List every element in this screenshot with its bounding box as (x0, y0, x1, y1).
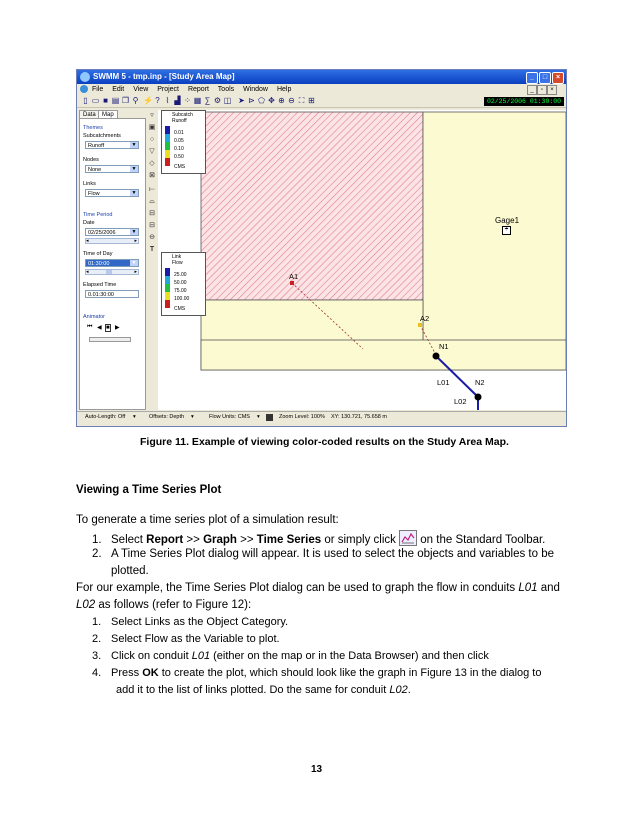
subcatchments-label: Subcatchments (83, 133, 121, 139)
animation-speed-slider[interactable] (89, 337, 131, 342)
orifice-tool-icon[interactable]: ⊟ (149, 210, 155, 217)
legend-value: 0.50 (174, 154, 184, 160)
subcatchment-tool-icon[interactable]: ▣ (148, 124, 156, 131)
menu-project[interactable]: Project (157, 86, 179, 93)
menu-edit[interactable]: Edit (112, 86, 125, 93)
text-tool-icon[interactable]: T (149, 246, 155, 253)
pan-icon[interactable]: ✥ (268, 96, 275, 105)
save-icon[interactable]: ■ (103, 96, 108, 105)
legend-swatch-4 (165, 292, 170, 300)
bold-term: Graph (203, 534, 237, 546)
legend-title-1: Link (172, 254, 182, 260)
conduit-name: L02 (389, 684, 408, 696)
step-text: Select (111, 534, 147, 546)
step-text: Select Flow as the Variable to plot. (111, 633, 280, 645)
date-select[interactable] (85, 228, 139, 236)
close-button[interactable]: × (552, 72, 564, 84)
example-paragraph (76, 581, 560, 595)
time-of-day-scrollbar[interactable] (85, 269, 139, 275)
section-heading: Viewing a Time Series Plot (76, 484, 222, 496)
chevron-down-icon: ▼ (131, 190, 137, 196)
map-canvas (158, 110, 566, 410)
centroid-a2[interactable] (418, 323, 422, 327)
run-icon[interactable]: ⚡ (143, 96, 153, 105)
zoom-out-icon[interactable]: ⊖ (288, 96, 295, 105)
a1-label: A1 (289, 272, 299, 281)
legend-value: 0.05 (174, 138, 184, 144)
time-period-heading: Time Period (83, 212, 113, 218)
window-title: SWMM 5 - tmp.inp - [Study Area Map] (93, 72, 235, 81)
subcatchments-select[interactable] (85, 141, 139, 149)
standard-toolbar (77, 95, 566, 108)
conduit-tool-icon[interactable]: ⟝ (149, 186, 155, 193)
divider-tool-icon[interactable]: ◇ (149, 160, 155, 167)
bold-term: OK (142, 667, 159, 679)
legend-swatch-3 (165, 142, 170, 150)
legend-unit: CMS (174, 164, 186, 170)
substep-1 (92, 615, 288, 629)
conduit-name: L01 (518, 582, 538, 594)
legend-value: 0.10 (174, 146, 184, 152)
substep-2 (92, 632, 280, 646)
play-forward-icon[interactable]: ▶ (115, 325, 120, 331)
substep-4-continued (116, 683, 411, 697)
list-number: 3. (92, 650, 102, 662)
storage-tool-icon[interactable]: ⊠ (149, 172, 155, 179)
mdi-minimize-button[interactable]: _ (527, 85, 537, 95)
substep-3 (92, 649, 489, 663)
chevron-down-icon: ▼ (131, 142, 137, 148)
measure-icon[interactable]: ⊞ (308, 96, 315, 105)
step-text: add it to the list of links plotted. Do the same for conduit (116, 684, 390, 696)
legend-value: 25.00 (174, 272, 187, 278)
conduit-name: L02 (76, 599, 96, 611)
step-text: (either on the map or in the Data Browser) and then click (210, 650, 489, 662)
example-paragraph-continued (76, 598, 251, 612)
nodes-label: Nodes (83, 157, 99, 163)
bold-term: Time Series (256, 534, 322, 546)
step-1 (92, 530, 545, 547)
arrange-icon[interactable]: ◫ (223, 96, 232, 105)
animator-heading: Animator (83, 314, 106, 320)
mdi-restore-button[interactable]: ▫ (537, 85, 547, 95)
scroll-left-icon: ◂ (86, 269, 89, 275)
print-icon[interactable]: ▤ (111, 96, 120, 105)
centroid-a1[interactable] (290, 281, 294, 285)
legend-title-2: Runoff (172, 118, 187, 124)
rain-gage-tool-icon[interactable]: ▿ (150, 112, 154, 119)
auto-length-status[interactable]: Auto-Length: Off (85, 414, 126, 420)
intro-text: To generate a time series plot of a simulation result: (76, 514, 339, 526)
step-2 (92, 547, 554, 561)
page-number: 13 (311, 764, 323, 775)
menu-help[interactable]: Help (276, 86, 292, 93)
menu-bar (77, 84, 566, 95)
date-value: 02/25/2006 (88, 230, 116, 236)
subcatchments-value: Runoff (88, 143, 105, 149)
legend-value: 0.01 (174, 130, 184, 136)
l02-label: L02 (454, 397, 467, 406)
junction-n2[interactable] (475, 394, 482, 401)
dropdown-arrow-icon: ▾ (133, 414, 136, 420)
scroll-right-icon: ▸ (134, 269, 137, 275)
app-icon (80, 72, 90, 82)
figure-caption: Figure 11. Example of viewing color-coded results on the Study Area Map. (140, 436, 509, 448)
para-text: and (537, 582, 560, 594)
themes-heading: Themes (83, 125, 103, 131)
chevron-down-icon: ▼ (131, 260, 137, 266)
time-series-plot-icon[interactable]: ▟ (174, 96, 181, 105)
n1-label: N1 (439, 342, 449, 351)
list-number: 2. (92, 548, 102, 560)
list-number: 1. (92, 534, 102, 546)
nodes-select[interactable] (85, 165, 139, 173)
title-bar (77, 70, 566, 84)
step-text: Select Links as the Object Category. (111, 616, 289, 628)
chevron-down-icon: ▼ (131, 166, 137, 172)
menu-view[interactable]: View (133, 86, 149, 93)
copy-icon[interactable]: ❐ (121, 96, 130, 105)
play-back-icon[interactable]: ◀ (97, 325, 102, 331)
menu-report[interactable]: Report (187, 86, 209, 93)
statistics-icon[interactable]: ∑ (204, 96, 211, 105)
legend-value: 100.00 (174, 296, 190, 302)
full-extent-icon[interactable]: ⛶ (298, 96, 305, 105)
menu-icon (80, 85, 88, 93)
links-select[interactable] (85, 189, 139, 197)
step-text: to create the plot, which should look like the graph in Figure 13 in the dialog to (158, 667, 542, 679)
conduit-name: L01 (191, 650, 211, 662)
dropdown-arrow-icon: ▾ (191, 414, 194, 420)
step-2-continued: plotted. (111, 565, 149, 577)
para-text: as follows (refer to Figure 12): (95, 599, 252, 611)
legend-swatch-3 (165, 284, 170, 292)
weir-tool-icon[interactable]: ⊟ (149, 222, 155, 229)
tab-map[interactable]: Map (98, 110, 118, 119)
time-of-day-select[interactable] (85, 259, 139, 267)
time-series-toolbar-icon (399, 530, 417, 546)
zoom-level-status: Zoom Level: 100% (279, 414, 325, 420)
step-text: or simply click (321, 534, 400, 546)
offsets-status[interactable]: Offsets: Depth (149, 414, 185, 420)
list-number: 1. (92, 616, 102, 628)
table-icon[interactable]: ▦ (193, 96, 202, 105)
profile-plot-icon[interactable]: ⌇ (165, 96, 170, 105)
menu-window[interactable]: Window (243, 86, 268, 93)
legend-swatch-2 (165, 134, 170, 142)
legend-value: 75.00 (174, 288, 187, 294)
legend-swatch-5 (165, 300, 170, 308)
menu-tools[interactable]: Tools (217, 86, 235, 93)
time-of-day-value: 01:30:00 (88, 261, 110, 267)
para-text: For our example, the Time Series Plot dialog can be used to graph the flow in conduits (76, 582, 519, 594)
subcatchment-a1[interactable] (201, 112, 423, 300)
outlet-tool-icon[interactable]: ⊖ (149, 234, 155, 241)
step-text: Click on conduit (111, 650, 192, 662)
scroll-left-icon: ◂ (86, 238, 89, 244)
substep-4 (92, 666, 541, 680)
zoom-corner-icon (266, 414, 273, 421)
a2-label: A2 (420, 314, 430, 323)
zoom-in-icon[interactable]: ⊕ (278, 96, 285, 105)
l01-label: L01 (437, 378, 450, 387)
elapsed-time-field[interactable] (85, 290, 139, 298)
tab-data[interactable]: Data (79, 110, 100, 119)
date-scrollbar[interactable] (85, 238, 139, 244)
step-text: >> (183, 534, 204, 546)
options-icon[interactable]: ⚙ (213, 96, 222, 105)
list-number: 2. (92, 633, 102, 645)
minimize-button[interactable]: _ (526, 72, 538, 84)
n2-label: N2 (475, 378, 485, 387)
date-label: Date (83, 220, 95, 226)
legend-swatch-4 (165, 150, 170, 158)
query-icon[interactable]: ? (155, 96, 160, 105)
find-icon[interactable]: ⚲ (132, 96, 139, 105)
menu-file[interactable]: File (91, 86, 104, 93)
elapsed-time-label: Elapsed Time (83, 282, 117, 288)
simulation-clock: 02/25/2006 01:30:00 (484, 97, 564, 106)
rewind-icon[interactable]: ⏮ (87, 324, 93, 330)
link-legend[interactable] (161, 252, 206, 316)
browser-panel (79, 110, 145, 409)
legend-unit: CMS (174, 306, 186, 312)
select-region-icon[interactable]: ⬠ (258, 96, 265, 105)
links-label: Links (83, 181, 96, 187)
step-text: on the Standard Toolbar. (417, 534, 546, 546)
outfall-tool-icon[interactable]: ▽ (149, 148, 155, 155)
rain-gage-icon[interactable]: ☂ (502, 226, 511, 235)
open-file-icon[interactable]: ▭ (91, 96, 100, 105)
study-area-map[interactable] (158, 110, 566, 410)
bold-term: Report (146, 534, 184, 546)
junction-tool-icon[interactable]: ○ (149, 136, 155, 143)
legend-swatch-1 (165, 126, 170, 134)
elapsed-time-value: 0.01:30:00 (88, 292, 114, 298)
select-arrow-icon[interactable]: ➤ (238, 96, 245, 105)
step-text: Press (111, 667, 143, 679)
legend-swatch-5 (165, 158, 170, 166)
gage1-label: Gage1 (495, 216, 520, 225)
step-text: . (407, 684, 411, 696)
flow-units-status[interactable]: Flow Units: CMS (209, 414, 250, 420)
legend-title-2: Flow (172, 260, 183, 266)
scroll-right-icon: ▸ (134, 238, 137, 244)
subcatchment-a3[interactable] (201, 340, 566, 370)
swmm-window (76, 69, 567, 427)
dropdown-arrow-icon: ▾ (257, 414, 260, 420)
new-file-icon[interactable]: ▯ (83, 96, 88, 105)
scatter-plot-icon[interactable]: ⁘ (184, 96, 191, 105)
mdi-close-button[interactable]: × (547, 85, 557, 95)
object-toolbar (146, 110, 158, 382)
xy-status: XY: 130.721, 75.658 m (331, 414, 387, 420)
legend-swatch-1 (165, 268, 170, 276)
time-of-day-label: Time of Day (83, 251, 113, 257)
step-text: A Time Series Plot dialog will appear. It is used to select the objects and variables to be (111, 548, 554, 560)
junction-n1[interactable] (433, 353, 440, 360)
nodes-value: None (88, 167, 102, 173)
scroll-thumb[interactable] (106, 270, 112, 274)
step-text: >> (236, 534, 257, 546)
subcatchment-a2[interactable] (423, 112, 566, 370)
chevron-down-icon: ▼ (131, 229, 137, 235)
maximize-button[interactable]: □ (539, 72, 551, 84)
select-vertex-icon[interactable]: ⊳ (248, 96, 255, 105)
legend-value: 50.00 (174, 280, 187, 286)
legend-swatch-2 (165, 276, 170, 284)
status-bar (77, 411, 566, 423)
legend-title-1: Subcatch (172, 112, 193, 118)
pump-tool-icon[interactable]: ⌓ (149, 198, 155, 205)
list-number: 4. (92, 667, 102, 679)
links-value: Flow (88, 191, 100, 197)
stop-icon[interactable]: ■ (106, 325, 110, 331)
subcatchment-legend[interactable] (161, 110, 206, 174)
